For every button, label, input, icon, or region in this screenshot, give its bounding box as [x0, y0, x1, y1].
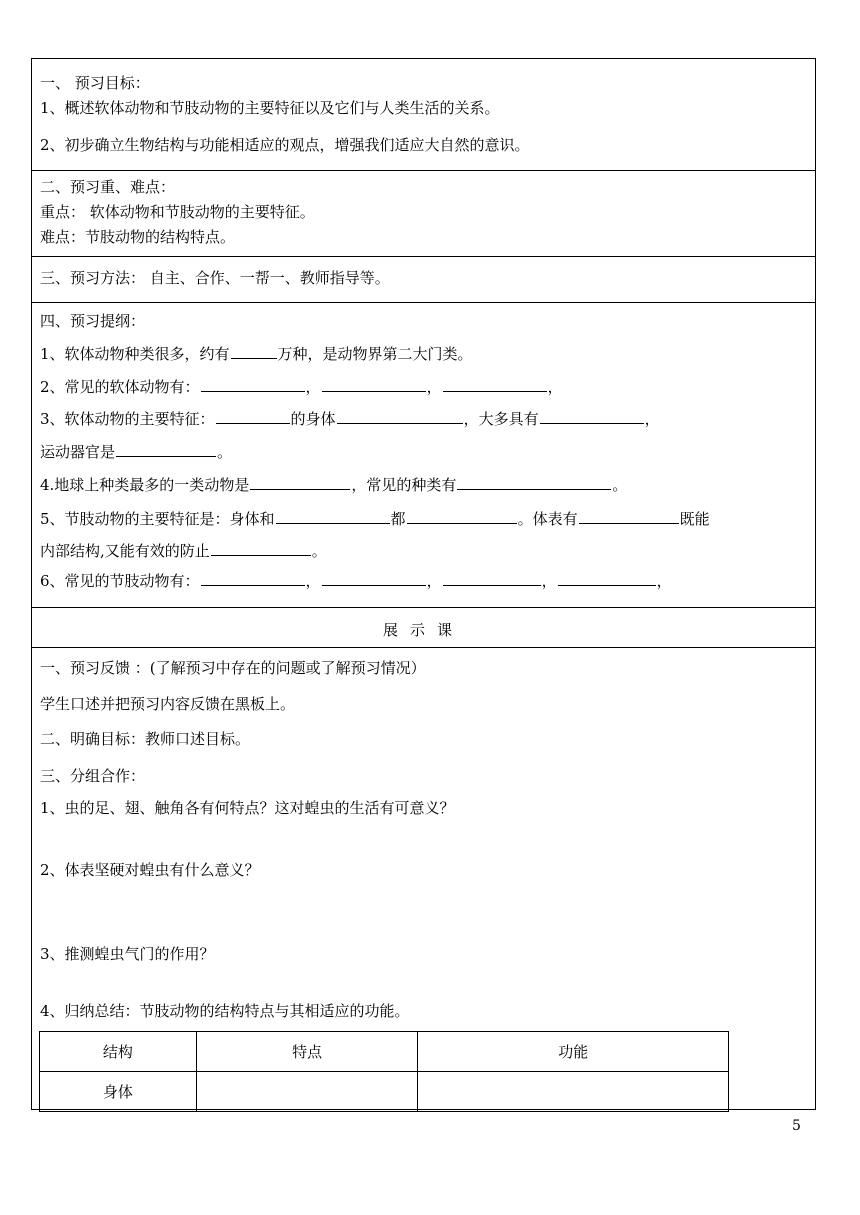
table-row — [40, 1072, 729, 1112]
section-outline — [32, 303, 815, 608]
fill-blank[interactable] — [322, 570, 426, 586]
method-line: 三、预习方法： 自主、合作、一帮一、教师指导等。 — [40, 269, 390, 287]
fill-blank[interactable] — [337, 408, 463, 424]
table-header-cell: 特点 — [196, 1032, 418, 1072]
fill-blank[interactable] — [443, 376, 547, 392]
group-title: 三、分组合作： — [40, 767, 146, 785]
outline-line-5b: 内部结构,又能有效的防止 。 — [40, 542, 327, 560]
fill-blank[interactable] — [540, 408, 644, 424]
fill-blank[interactable] — [201, 376, 305, 392]
feedback-title: 一、预习反馈 ：(了解预习中存在的问题或了解预习情况） — [40, 659, 426, 677]
goals-title: 一、 预习目标： — [40, 74, 150, 92]
outline-line-5: 5、节肢动物的主要特征是：身体和 都 。体表有 既能 — [40, 510, 710, 528]
table-cell[interactable] — [196, 1072, 418, 1112]
goal-1: 1、概述软体动物和节肢动物的主要特征以及它们与人类生活的关系。 — [40, 99, 500, 117]
table-header-cell: 功能 — [418, 1032, 729, 1072]
fill-blank[interactable] — [443, 570, 541, 586]
table-cell: 身体 — [40, 1072, 197, 1112]
outline-line-2: 2、常见的软体动物有： ， ， ， — [40, 378, 563, 396]
outline-line-6: 6、常见的节肢动物有： ， ， ， ， — [40, 572, 672, 590]
question-3: 3、推测蝗虫气门的作用？ — [40, 945, 215, 963]
outline-line-4: 4.地球上种类最多的一类动物是 ，常见的种类有 。 — [40, 476, 628, 494]
goal-2: 2、初步确立生物结构与功能相适应的观点，增强我们适应大自然的意识。 — [40, 136, 530, 154]
page-number: 5 — [792, 1118, 801, 1134]
fill-blank[interactable] — [211, 540, 311, 556]
outline-title: 四、预习提纲： — [40, 312, 146, 330]
fill-blank[interactable] — [231, 343, 277, 359]
keypoints-title: 二、预习重、难点： — [40, 178, 176, 196]
feedback-text: 学生口述并把预习内容反馈在黑板上。 — [40, 695, 296, 713]
fill-blank[interactable] — [250, 474, 350, 490]
fill-blank[interactable] — [407, 508, 517, 524]
table-header-row — [40, 1032, 729, 1072]
table-header-cell: 结构 — [40, 1032, 197, 1072]
outline-line-3b: 运动器官是 。 — [40, 443, 233, 461]
outline-line-3: 3、软体动物的主要特征： 的身体 ，大多具有 ， — [40, 410, 660, 428]
fill-blank[interactable] — [558, 570, 656, 586]
fill-blank[interactable] — [216, 408, 290, 424]
fill-blank[interactable] — [322, 376, 426, 392]
section-goals — [32, 59, 815, 171]
section-key-points — [32, 171, 815, 257]
keypoint-focus: 重点： 软体动物和节肢动物的主要特征。 — [40, 203, 315, 221]
fill-blank[interactable] — [116, 441, 216, 457]
keypoint-difficulty: 难点：节肢动物的结构特点。 — [40, 228, 236, 246]
lesson-title: 展示课 — [382, 621, 464, 639]
section-method — [32, 257, 815, 303]
worksheet-frame — [31, 58, 816, 1110]
section-lesson-title — [32, 608, 815, 648]
question-1: 1、虫的足、翅、触角各有何特点？这对蝗虫的生活有可意义？ — [40, 799, 455, 817]
outline-line-1: 1、软体动物种类很多，约有 万种，是动物界第二大门类。 — [40, 345, 473, 363]
fill-blank[interactable] — [276, 508, 390, 524]
objective-line: 二、明确目标：教师口述目标。 — [40, 730, 251, 748]
summary-table — [39, 1031, 729, 1112]
fill-blank[interactable] — [579, 508, 679, 524]
fill-blank[interactable] — [457, 474, 611, 490]
question-2: 2、体表坚硬对蝗虫有什么意义？ — [40, 861, 260, 879]
question-4: 4、归纳总结：节肢动物的结构特点与其相适应的功能。 — [40, 1002, 410, 1020]
fill-blank[interactable] — [201, 570, 305, 586]
table-cell[interactable] — [418, 1072, 729, 1112]
